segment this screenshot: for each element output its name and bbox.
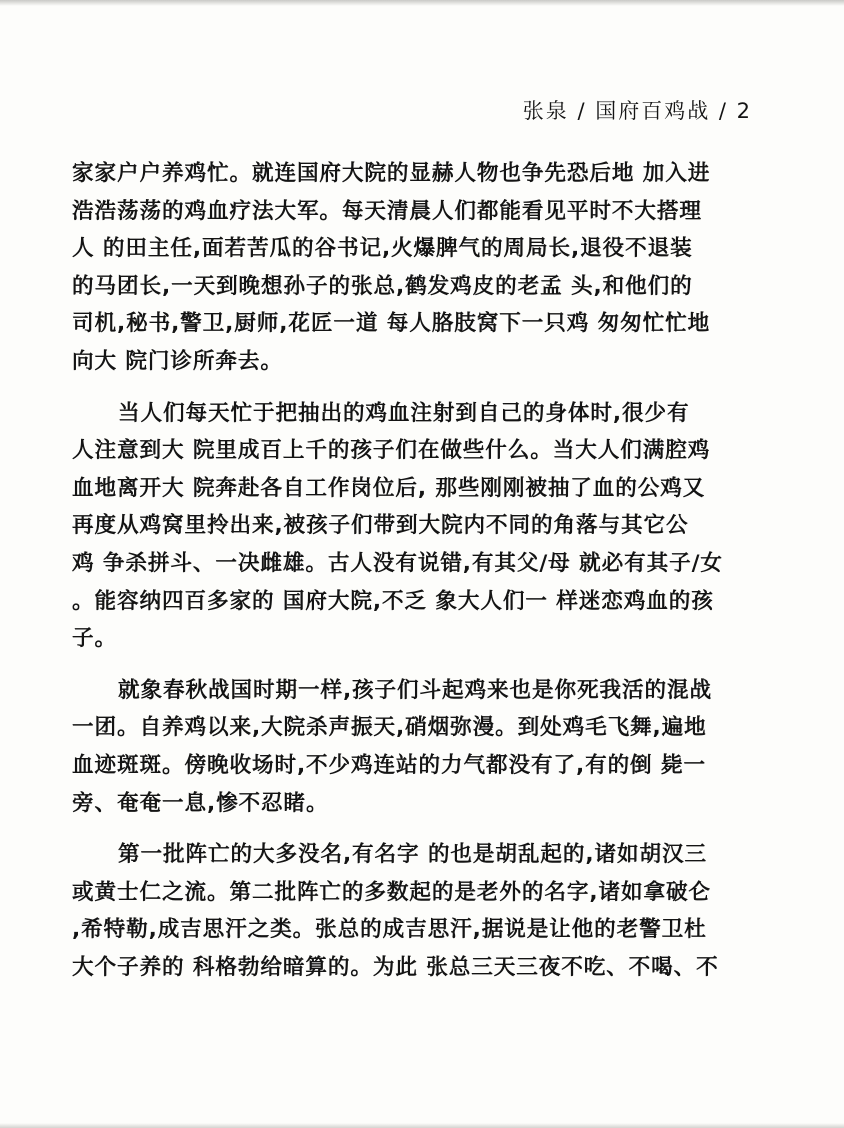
body-text xyxy=(72,155,762,986)
paragraph-1 xyxy=(72,155,762,381)
paragraph-3 xyxy=(72,672,762,822)
text-line: 鸡 争杀拼斗、一决雌雄。古人没有说错,有其父/母 就必有其子/女 xyxy=(72,550,723,576)
scan-edge-bottom xyxy=(0,1123,844,1128)
text-line: 。能容纳四百多家的 国府大院,不乏 象大人们一 样迷恋鸡血的孩 xyxy=(72,588,714,614)
text-line: 大个子养的 科格勃给暗算的。为此 张总三天三夜不吃、不喝、不 xyxy=(72,954,719,980)
text-line: 的马团长,一天到晚想孙子的张总,鹤发鸡皮的老孟 头,和他们的 xyxy=(72,273,693,299)
text-line: 人注意到大 院里成百上千的孩子们在做些什么。当大人们满腔鸡 xyxy=(72,438,711,464)
text-line: ,希特勒,成吉思汗之类。张总的成吉思汗,据说是让他的老警卫杜 xyxy=(72,917,707,943)
text-line: 当人们每天忙于把抽出的鸡血注射到自己的身体时,很少有 xyxy=(118,400,690,426)
scan-edge-top xyxy=(0,0,844,6)
text-line: 就象春秋战国时期一样,孩子们斗起鸡来也是你死我活的混战 xyxy=(118,677,712,703)
paragraph-2 xyxy=(72,395,762,658)
text-line: 再度从鸡窝里拎出来,被孩子们带到大院内不同的角落与其它公 xyxy=(72,513,689,539)
text-line: 家家户户养鸡忙。就连国府大院的显赫人物也争先恐后地 加入进 xyxy=(72,161,711,186)
text-line: 浩浩荡荡的鸡血疗法大军。每天清晨人们都能看见平时不大搭理 xyxy=(72,198,702,224)
text-line: 司机,秘书,警卫,厨师,花匠一道 每人胳肢窝下一只鸡 匆匆忙忙地 xyxy=(72,311,711,337)
paragraph-4 xyxy=(72,836,762,986)
text-line: 血迹斑斑。傍晚收场时,不少鸡连站的力气都没有了,有的倒 毙一 xyxy=(72,752,706,778)
text-line: 人 的田主任,面若苦瓜的谷书记,火爆脾气的周局长,退役不退装 xyxy=(72,236,693,262)
text-line: 第一批阵亡的大多没名,有名字 的也是胡乱起的,诸如胡汉三 xyxy=(118,842,707,868)
running-header: 张泉 / 国府百鸡战 / 2 xyxy=(522,99,752,123)
text-line: 或黄士仁之流。第二批阵亡的多数起的是老外的名字,诸如拿破仑 xyxy=(72,879,711,905)
text-line: 子。 xyxy=(72,626,117,652)
text-line: 向大 院门诊所奔去。 xyxy=(72,348,283,374)
text-line: 血地离开大 院奔赴各自工作岗位后, 那些刚刚被抽了血的公鸡又 xyxy=(72,475,706,501)
text-line: 旁、奄奄一息,惨不忍睹。 xyxy=(72,790,329,816)
text-line: 一团。自养鸡以来,大院杀声振天,硝烟弥漫。到处鸡毛飞舞,遍地 xyxy=(72,715,707,741)
